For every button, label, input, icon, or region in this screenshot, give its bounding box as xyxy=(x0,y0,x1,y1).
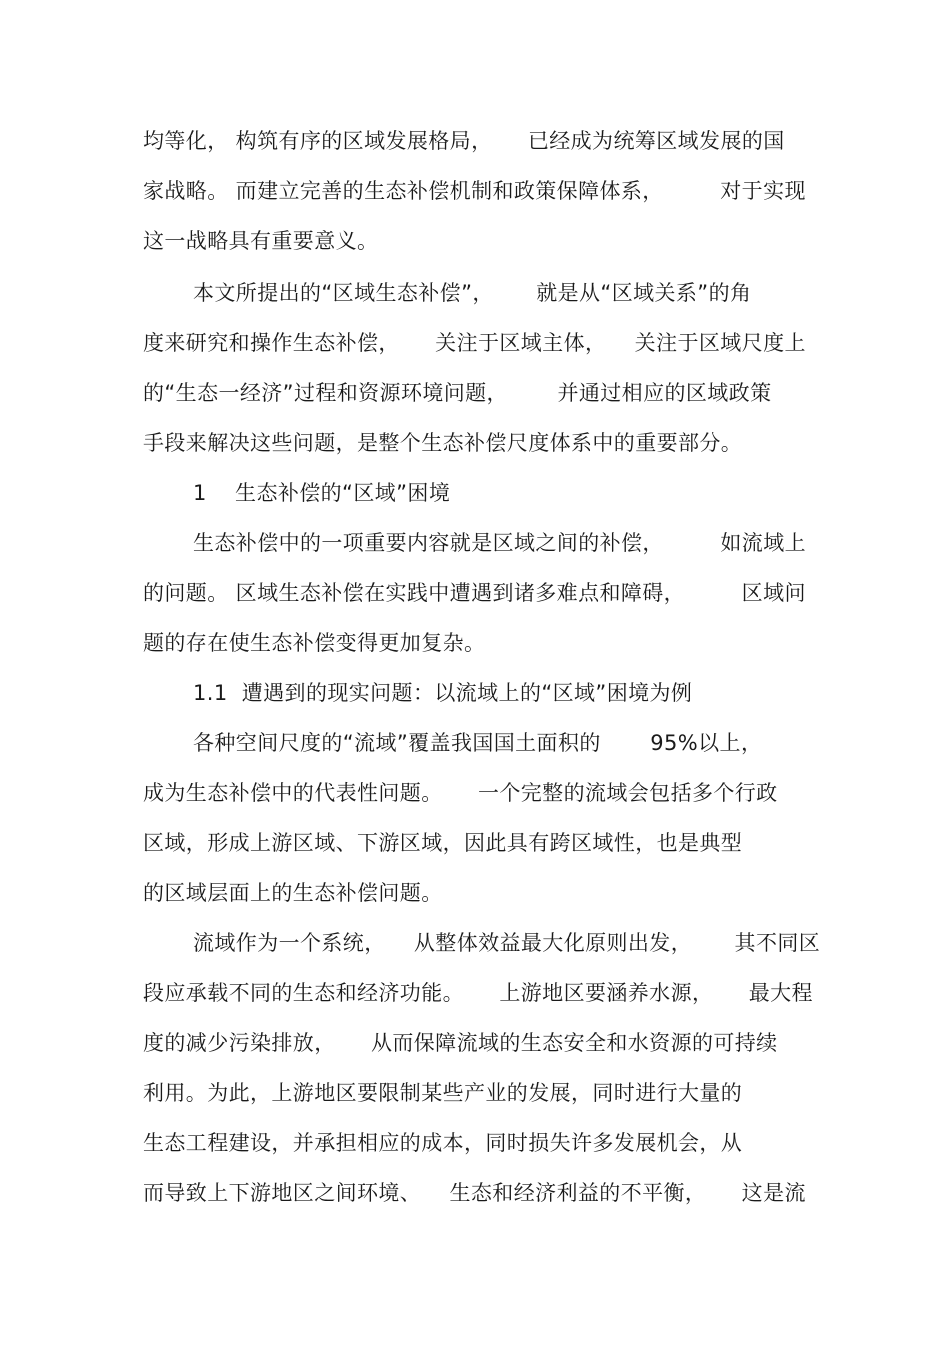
text-line: 各种空间尺度的“流域”覆盖我国国土面积的 95%以上， xyxy=(193,731,763,755)
text-line: 家战略。 而建立完善的生态补偿机制和政策保障体系， 对于实现 xyxy=(143,179,806,203)
section-heading: 1 生态补偿的“区域”困境 xyxy=(193,481,451,505)
text-line: 利用。为此，上游地区要限制某些产业的发展，同时进行大量的 xyxy=(143,1081,743,1105)
text-line: 这一战略具有重要意义。 xyxy=(143,229,379,253)
text-line: 手段来解决这些问题，是整个生态补偿尺度体系中的重要部分。 xyxy=(143,431,743,455)
text-line: 均等化， 构筑有序的区域发展格局， 已经成为统筹区域发展的国 xyxy=(143,129,785,153)
text-line: 段应承载不同的生态和经济功能。 上游地区要涵养水源， 最大程 xyxy=(143,981,813,1005)
text-line: 的问题。 区域生态补偿在实践中遭遇到诸多难点和障碍， 区域问 xyxy=(143,581,806,605)
text-line: 度来研究和操作生态补偿， 关注于区域主体， 关注于区域尺度上 xyxy=(143,331,806,355)
text-line: 而导致上下游地区之间环境、 生态和经济利益的不平衡， 这是流 xyxy=(143,1181,806,1205)
text-line: 的“生态一经济”过程和资源环境问题， 并通过相应的区域政策 xyxy=(143,381,772,405)
text-line: 生态补偿中的一项重要内容就是区域之间的补偿， 如流域上 xyxy=(193,531,806,555)
text-line: 流域作为一个系统， 从整体效益最大化原则出发， 其不同区 xyxy=(193,931,821,955)
text-line: 区域，形成上游区域、下游区域，因此具有跨区域性，也是典型 xyxy=(143,831,743,855)
subsection-heading: 1.1 遭遇到的现实问题：以流域上的“区域”困境为例 xyxy=(193,681,693,705)
text-line: 生态工程建设，并承担相应的成本，同时损失许多发展机会，从 xyxy=(143,1131,743,1155)
text-line: 本文所提出的“区域生态补偿”， 就是从“区域关系”的角 xyxy=(193,281,752,305)
text-line: 成为生态补偿中的代表性问题。 一个完整的流域会包括多个行政 xyxy=(143,781,778,805)
text-line: 的区域层面上的生态补偿问题。 xyxy=(143,881,443,905)
text-line: 题的存在使生态补偿变得更加复杂。 xyxy=(143,631,486,655)
text-line: 度的减少污染排放， 从而保障流域的生态安全和水资源的可持续 xyxy=(143,1031,778,1055)
